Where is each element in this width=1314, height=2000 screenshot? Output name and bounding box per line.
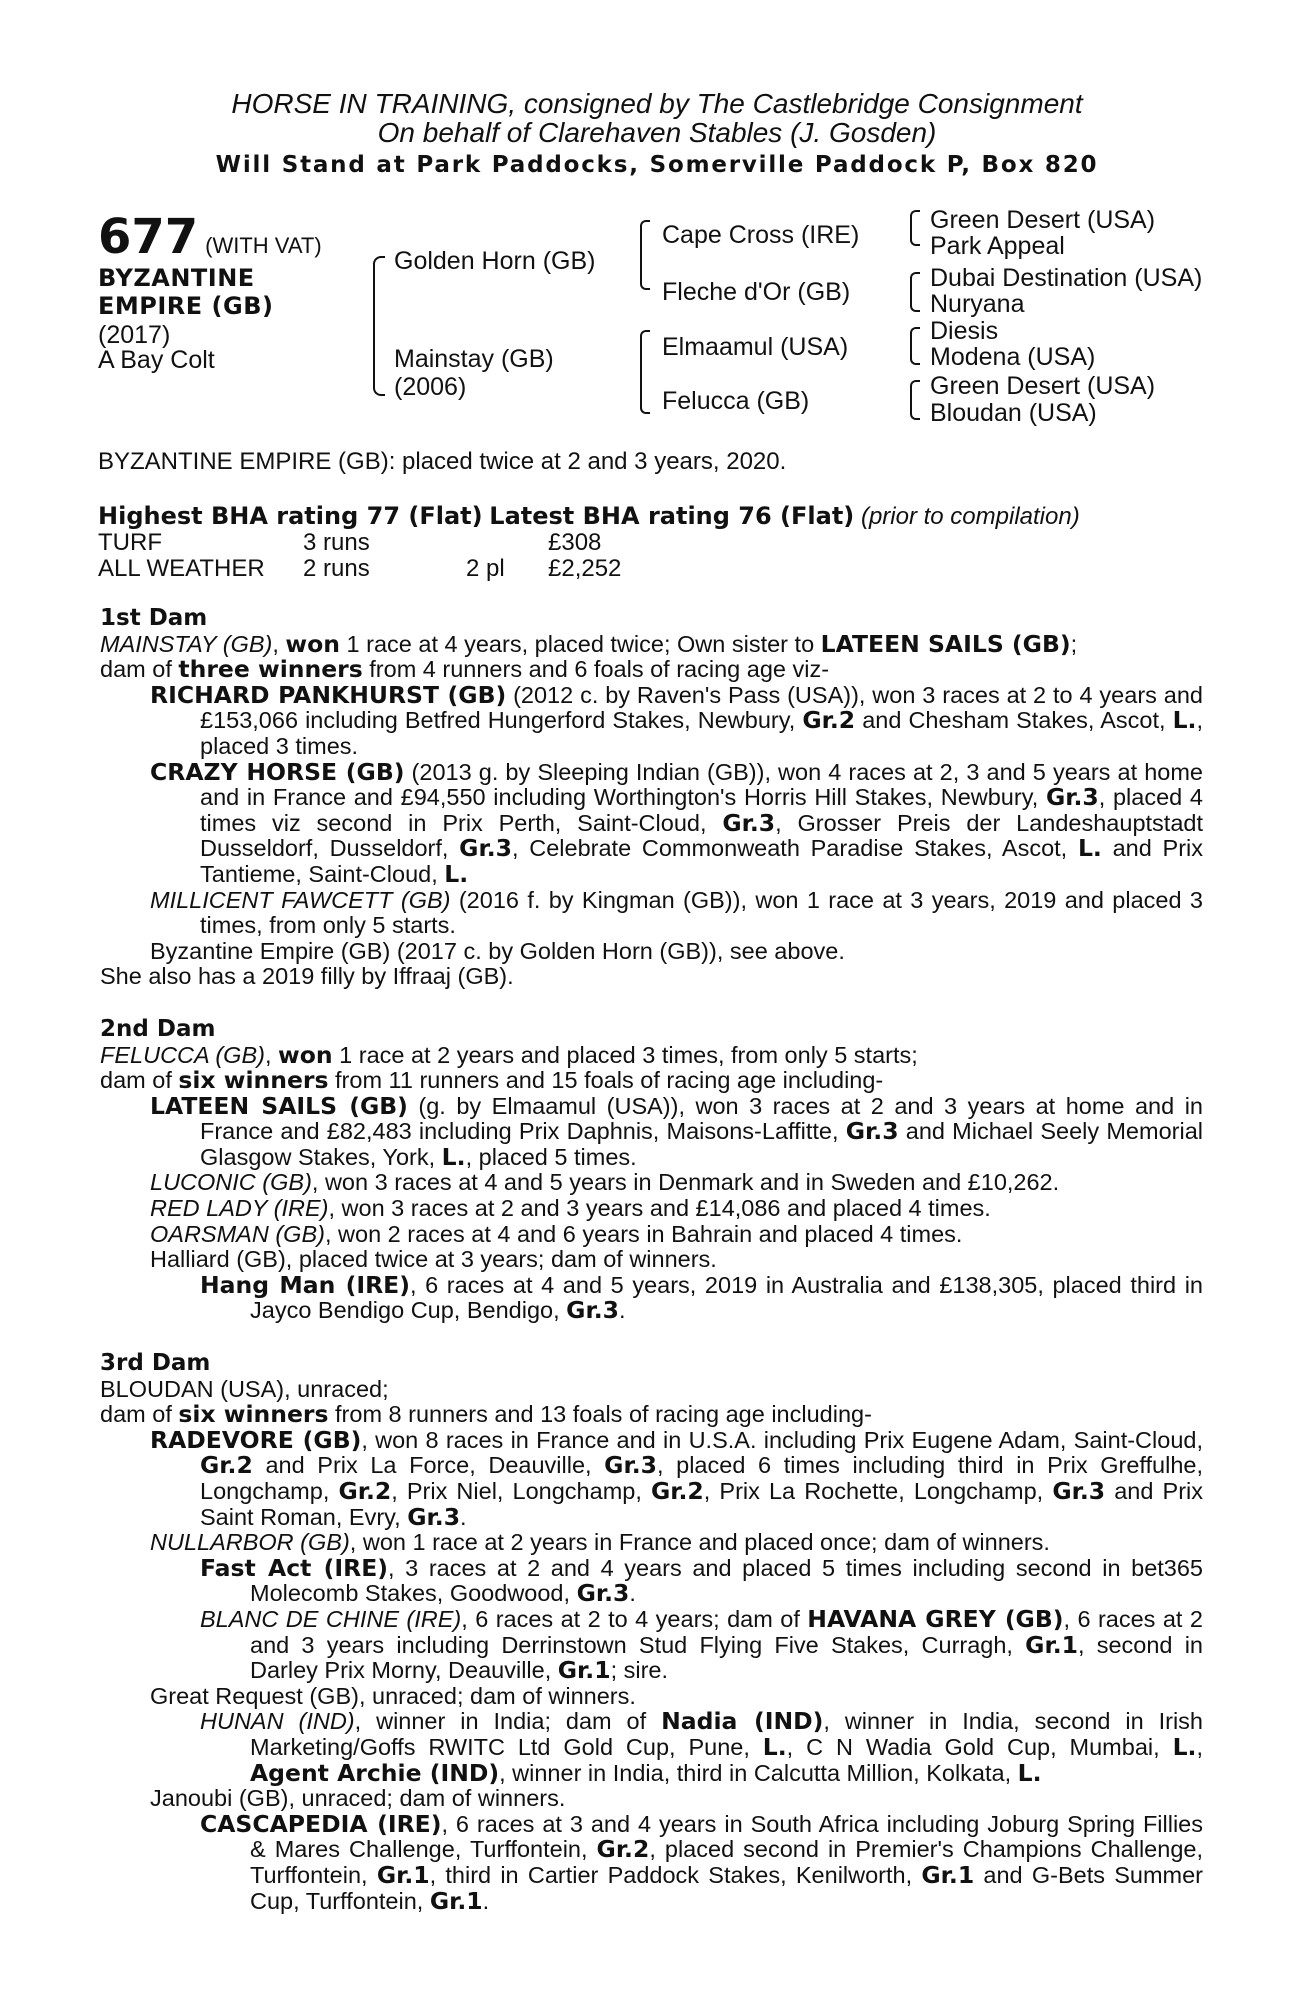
first-dam-heading: 1st Dam bbox=[100, 605, 208, 631]
pedigree-brace-g56 bbox=[910, 327, 920, 365]
own-sister-name: LATEEN SAILS (GB) bbox=[820, 629, 1071, 658]
pedigree-g6: Modena (USA) bbox=[930, 343, 1096, 371]
first-dam-name: MAINSTAY (GB) bbox=[100, 630, 273, 657]
produce-entry: Janoubi (GB), unraced; dam of winners. bbox=[150, 1785, 566, 1812]
pedigree-brace-g34 bbox=[910, 272, 920, 312]
pedigree-g4: Nuryana bbox=[930, 290, 1025, 318]
second-dam-line: FELUCCA (GB), won 1 race at 2 years and placed 3 times, from only 5 starts; bbox=[100, 1040, 918, 1069]
first-dam-produce-line: dam of three winners from 4 runners and 6 foals of racing age viz- bbox=[100, 655, 830, 684]
produce-entry: LUCONIC (GB), won 3 races at 4 and 5 years in Denmark and in Sweden and £10,262. bbox=[150, 1169, 1060, 1196]
record-surface-turf: TURF bbox=[98, 529, 162, 556]
highest-rating: Highest BHA rating 77 (Flat) bbox=[98, 502, 483, 530]
produce-entry: Byzantine Empire (GB) (2017 c. by Golden Horn (GB)), see above. bbox=[150, 937, 845, 964]
latest-rating: Latest BHA rating 76 (Flat) bbox=[489, 502, 855, 530]
pedigree-dam: Mainstay (GB) bbox=[394, 345, 554, 373]
second-dam-produce-line: dam of six winners from 11 runners and 15 foals of racing age including- bbox=[100, 1066, 884, 1095]
produce-entry: CASCAPEDIA (IRE), 6 races at 3 and 4 years in South Africa including Joburg Spring Fillies & Mares Challenge, Turffontein, Gr.2, placed second in Premier's Champions Challenge, Turffontein, Gr.1, third in Cartier Paddock Stakes, Kenilworth, Gr.1 and G-Bets Summer Cup, Turffontein, Gr.1. bbox=[200, 1809, 1204, 1915]
behalf-line: On behalf of Clarehaven Stables (J. Gosden) bbox=[377, 117, 937, 148]
pedigree-brace-main bbox=[373, 256, 385, 396]
produce-entry: BLANC DE CHINE (IRE), 6 races at 2 to 4 years; dam of HAVANA GREY (GB), 6 races at 2 and 3 years including Derrinstown Stud Flying Five Stakes, Curragh, Gr.1, second in Darley Prix Morny, Deauville, Gr.1; sire. bbox=[200, 1604, 1203, 1685]
pedigree-g8: Bloudan (USA) bbox=[930, 399, 1097, 427]
produce-entry: RED LADY (IRE), won 3 races at 2 and 3 years and £14,086 and placed 4 times. bbox=[150, 1195, 991, 1222]
horse-description: A Bay Colt bbox=[98, 346, 215, 374]
produce-entry: Great Request (GB), unraced; dam of winners. bbox=[150, 1682, 636, 1709]
location-line: Will Stand at Park Paddocks, Somerville Paddock P, Box 820 bbox=[215, 152, 1099, 178]
produce-note: She also has a 2019 filly by Iffraaj (GB). bbox=[100, 963, 514, 990]
rating-note: (prior to compilation) bbox=[860, 503, 1080, 530]
ratings-line bbox=[98, 503, 1080, 530]
pedigree-brace-g78 bbox=[910, 380, 920, 420]
pedigree-g2: Park Appeal bbox=[930, 232, 1065, 260]
pedigree-g3: Dubai Destination (USA) bbox=[930, 264, 1203, 292]
pedigree-brace-g12 bbox=[910, 210, 920, 246]
third-dam-heading: 3rd Dam bbox=[100, 1350, 211, 1377]
produce-entry: Hang Man (IRE), 6 races at 4 and 5 years, 2019 in Australia and £138,305, placed third in Jayco Bendigo Cup, Bendigo, Gr.3. bbox=[200, 1270, 1203, 1325]
record-runs-turf: 3 runs bbox=[303, 529, 370, 556]
produce-entry: OARSMAN (GB), won 2 races at 4 and 6 years in Bahrain and placed 4 times. bbox=[150, 1220, 963, 1247]
lot-number: 677 bbox=[98, 209, 199, 265]
pedigree-dam-dam: Felucca (GB) bbox=[662, 387, 810, 415]
produce-entry: RADEVORE (GB), won 8 races in France and in U.S.A. including Prix Eugene Adam, Saint-Cloud, Gr.2 and Prix La Force, Deauville, Gr.3, placed 6 times including third in Prix Greffulhe, Longchamp, Gr.2, Prix Niel, Longchamp, Gr.2, Prix La Rochette, Longchamp, Gr.3 and Prix Saint Roman, Evry, Gr.3. bbox=[150, 1425, 1203, 1531]
pedigree-g1: Green Desert (USA) bbox=[930, 206, 1156, 234]
dam-sections bbox=[100, 606, 1203, 1914]
pedigree-sire-dam: Fleche d'Or (GB) bbox=[662, 278, 851, 306]
record-runs-aw: 2 runs bbox=[303, 555, 370, 582]
pedigree-dam-year: (2006) bbox=[394, 373, 467, 401]
foaling-year: (2017) bbox=[98, 321, 171, 349]
second-dam-heading: 2nd Dam bbox=[100, 1015, 216, 1042]
consignor-line: HORSE IN TRAINING, consigned by The Castlebridge Consignment bbox=[231, 88, 1083, 119]
pedigree-brace-dam bbox=[640, 330, 650, 414]
pedigree-brace-sire bbox=[640, 220, 650, 290]
pedigree-g5: Diesis bbox=[930, 317, 999, 345]
pedigree-sire-sire: Cape Cross (IRE) bbox=[662, 221, 860, 249]
produce-entry: RICHARD PANKHURST (GB) (2012 c. by Raven's Pass (USA)), won 3 races at 2 to 4 years and £153,066 including Betfred Hungerford Stakes, Newbury, Gr.2 and Chesham Stakes, Ascot, L., placed 3 times. bbox=[150, 680, 1204, 759]
produce-entry: CRAZY HORSE (GB) (2013 g. by Sleeping Indian (GB)), won 4 races at 2, 3 and 5 years at home and in France and £94,550 including Worthington's Horris Hill Stakes, Newbury, Gr.3, placed 4 times viz second in Prix Perth, Saint-Cloud, Gr.3, Grosser Preis der Landeshauptstadt Dusseldorf, Dusseldorf, Gr.3, Celebrate Commonweath Paradise Stakes, Ascot, L. and Prix Tantieme, Saint-Cloud, L. bbox=[150, 757, 1203, 888]
third-dam-produce-line: dam of six winners from 8 runners and 13 foals of racing age including- bbox=[100, 1400, 872, 1429]
record-surface-aw: ALL WEATHER bbox=[98, 555, 265, 582]
produce-entry: MILLICENT FAWCETT (GB) (2016 f. by Kingman (GB)), won 1 race at 3 years, 2019 and placed 3 times, from only 5 starts. bbox=[150, 886, 1203, 939]
third-dam-line: BLOUDAN (USA), unraced; bbox=[100, 1375, 389, 1402]
produce-entry: NULLARBOR (GB), won 1 race at 2 years in France and placed once; dam of winners. bbox=[150, 1529, 1050, 1556]
record-prize-aw: £2,252 bbox=[548, 555, 622, 582]
produce-entry: Halliard (GB), placed twice at 3 years; dam of winners. bbox=[150, 1246, 717, 1273]
produce-entry: Fast Act (IRE), 3 races at 2 and 4 years and placed 5 times including second in bet365 Molecomb Stakes, Goodwood, Gr.3. bbox=[200, 1553, 1204, 1608]
record-placed-aw: 2 pl bbox=[466, 555, 505, 582]
vat-label: (WITH VAT) bbox=[205, 233, 322, 258]
horse-name-line1: BYZANTINE bbox=[98, 264, 255, 292]
race-summary: BYZANTINE EMPIRE (GB): placed twice at 2 and 3 years, 2020. bbox=[98, 448, 787, 475]
pedigree-g7: Green Desert (USA) bbox=[930, 372, 1156, 400]
pedigree-sire: Golden Horn (GB) bbox=[394, 247, 596, 275]
lot-number-block bbox=[98, 209, 322, 265]
first-dam-line: MAINSTAY (GB), won 1 race at 4 years, placed twice; Own sister to LATEEN SAILS (GB); bbox=[100, 629, 1078, 658]
produce-entry: HUNAN (IND), winner in India; dam of Nadia (IND), winner in India, second in Irish Marketing/Goffs RWITC Ltd Gold Cup, Pune, L., C N Wadia Gold Cup, Mumbai, L., Agent Archie (IND), winner in India, third in Calcutta Million, Kolkata, L. bbox=[200, 1707, 1203, 1787]
pedigree-dam-sire: Elmaamul (USA) bbox=[662, 333, 849, 361]
horse-name-line2: EMPIRE (GB) bbox=[98, 292, 274, 320]
produce-entry: LATEEN SAILS (GB) (g. by Elmaamul (USA)), won 3 races at 2 and 3 years at home and in France and £82,483 including Prix Daphnis, Maisons-Laffitte, Gr.3 and Michael Seely Memorial Glasgow Stakes, York, L., placed 5 times. bbox=[150, 1091, 1203, 1171]
record-prize-turf: £308 bbox=[548, 529, 602, 556]
